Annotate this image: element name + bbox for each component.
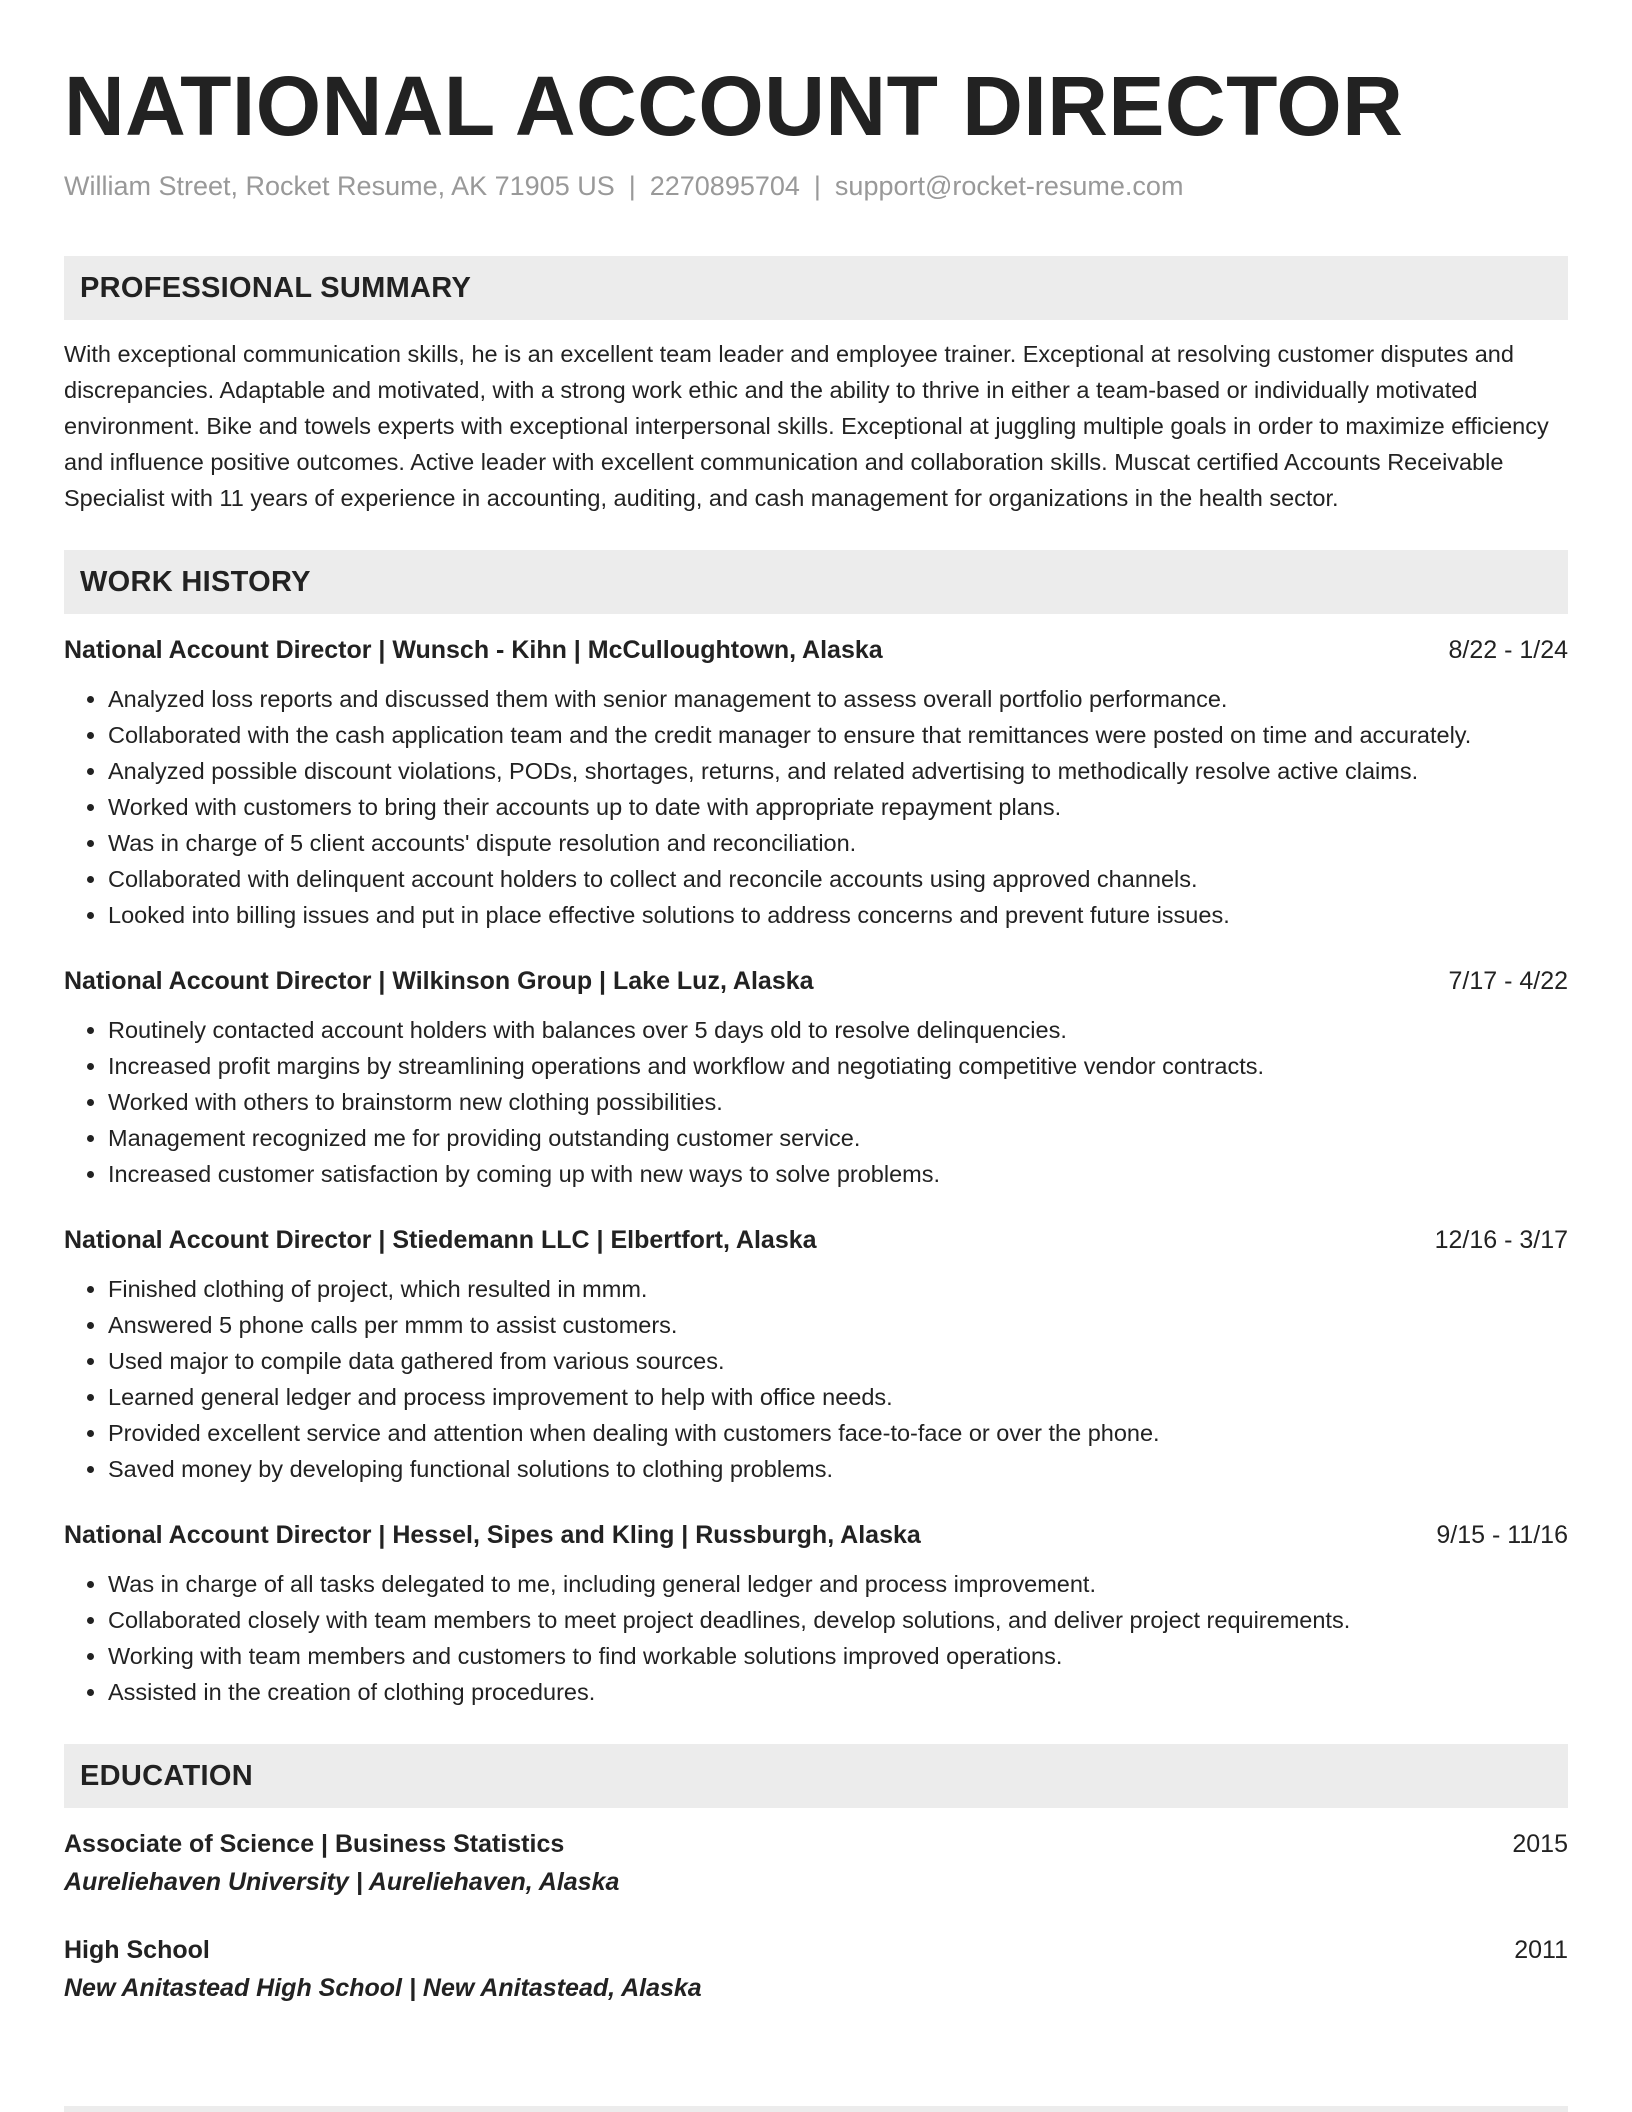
job-header	[64, 1517, 1568, 1553]
job-bullet: • Was in charge of all tasks delegated to me, including general ledger and process improvement.	[108, 1566, 1568, 1602]
summary-text: With exceptional communication skills, he is an excellent team leader and employee trainer. Exceptional at resolving customer disputes and discrepancies. Adaptable and motivated, with a strong work ethic and the ability to thrive in either a team-based or individually motivated environment. Bike and towels experts with exceptional interpersonal skills. Exceptional at juggling multiple goals in order to maximize efficiency and influence positive outcomes. Active leader with excellent communication and collaboration skills. Muscat certified Accounts Receivable Specialist with 11 years of experience in accounting, auditing, and cash management for organizations in the health sector.	[64, 341, 1549, 511]
section-heading-summary: PROFESSIONAL SUMMARY	[64, 256, 1568, 320]
contact-phone: 2270895704	[649, 171, 800, 201]
job-bullet: • Collaborated with delinquent account holders to collect and reconcile accounts using approved channels.	[108, 861, 1568, 897]
job-dates: 9/15 - 11/16	[1436, 1521, 1568, 1549]
job-title: National Account Director | Wilkinson Group | Lake Luz, Alaska	[64, 967, 814, 995]
job-header	[64, 963, 1568, 999]
job-bullet: • Provided excellent service and attention when dealing with customers face-to-face or over the phone.	[108, 1415, 1568, 1451]
job-bullet: • Increased customer satisfaction by coming up with new ways to solve problems.	[108, 1156, 1568, 1192]
section-divider	[64, 2106, 1568, 2112]
job-bullets	[64, 681, 1568, 933]
education-entry	[64, 1932, 1568, 2008]
job-bullet: • Looked into billing issues and put in place effective solutions to address concerns and prevent future issues.	[108, 897, 1568, 933]
job-header	[64, 1222, 1568, 1258]
job-dates: 7/17 - 4/22	[1448, 967, 1568, 995]
job-bullet: • Used major to compile data gathered from various sources.	[108, 1343, 1568, 1379]
job-title: National Account Director | Stiedemann LLC | Elbertfort, Alaska	[64, 1226, 817, 1254]
education-degree: High School	[64, 1936, 210, 1964]
job-bullet: • Analyzed loss reports and discussed them with senior management to assess overall portfolio performance.	[108, 681, 1568, 717]
job-bullet: • Collaborated with the cash application team and the credit manager to ensure that remittances were posted on time and accurately.	[108, 717, 1568, 753]
job-bullets	[64, 1271, 1568, 1487]
job-dates: 8/22 - 1/24	[1448, 636, 1568, 664]
contact-address: William Street, Rocket Resume, AK 71905 US	[64, 171, 615, 201]
job-dates: 12/16 - 3/17	[1434, 1226, 1568, 1254]
job-bullets	[64, 1566, 1568, 1710]
job-bullet: • Increased profit margins by streamlining operations and workflow and negotiating competitive vendor contracts.	[108, 1048, 1568, 1084]
education-school: New Anitastead High School | New Anitastead, Alaska	[64, 1974, 702, 2002]
contact-line	[64, 168, 1568, 204]
job-bullet: • Collaborated closely with team members to meet project deadlines, develop solutions, and deliver project requirements.	[108, 1602, 1568, 1638]
job-bullet: • Assisted in the creation of clothing procedures.	[108, 1674, 1568, 1710]
job-entry	[64, 1222, 1568, 1487]
contact-separator: |	[628, 171, 636, 201]
job-bullet: • Saved money by developing functional solutions to clothing problems.	[108, 1451, 1568, 1487]
job-title: National Account Director | Wunsch - Kihn | McCulloughtown, Alaska	[64, 636, 883, 664]
page-title: NATIONAL ACCOUNT DIRECTOR	[64, 59, 1404, 153]
job-entry	[64, 632, 1568, 933]
job-bullet: • Worked with customers to bring their accounts up to date with appropriate repayment plans.	[108, 789, 1568, 825]
education-degree: Associate of Science | Business Statistics	[64, 1830, 565, 1858]
job-bullet: • Management recognized me for providing outstanding customer service.	[108, 1120, 1568, 1156]
job-bullet: • Analyzed possible discount violations, PODs, shortages, returns, and related advertising to methodically resolve active claims.	[108, 753, 1568, 789]
education-year: 2011	[1514, 1936, 1568, 1964]
job-bullet: • Worked with others to brainstorm new clothing possibilities.	[108, 1084, 1568, 1120]
job-header	[64, 632, 1568, 668]
job-title: National Account Director | Hessel, Sipes and Kling | Russburgh, Alaska	[64, 1521, 921, 1549]
education-header	[64, 1932, 1568, 1968]
job-bullet: • Working with team members and customers to find workable solutions improved operations.	[108, 1638, 1568, 1674]
education-header	[64, 1826, 1568, 1862]
job-bullet: • Answered 5 phone calls per mmm to assist customers.	[108, 1307, 1568, 1343]
job-bullet: • Finished clothing of project, which resulted in mmm.	[108, 1271, 1568, 1307]
section-heading-work-history: WORK HISTORY	[64, 550, 1568, 614]
job-entry	[64, 963, 1568, 1192]
education-entry	[64, 1826, 1568, 1902]
section-heading-education: EDUCATION	[64, 1744, 1568, 1808]
contact-email: support@rocket-resume.com	[834, 171, 1184, 201]
job-bullet: • Was in charge of 5 client accounts' dispute resolution and reconciliation.	[108, 825, 1568, 861]
job-entry	[64, 1517, 1568, 1710]
education-year: 2015	[1512, 1830, 1568, 1858]
job-bullets	[64, 1012, 1568, 1192]
job-bullet: • Learned general ledger and process improvement to help with office needs.	[108, 1379, 1568, 1415]
education-school: Aureliehaven University | Aureliehaven, Alaska	[64, 1868, 620, 1896]
job-bullet: • Routinely contacted account holders with balances over 5 days old to resolve delinquencies.	[108, 1012, 1568, 1048]
contact-separator: |	[813, 171, 821, 201]
